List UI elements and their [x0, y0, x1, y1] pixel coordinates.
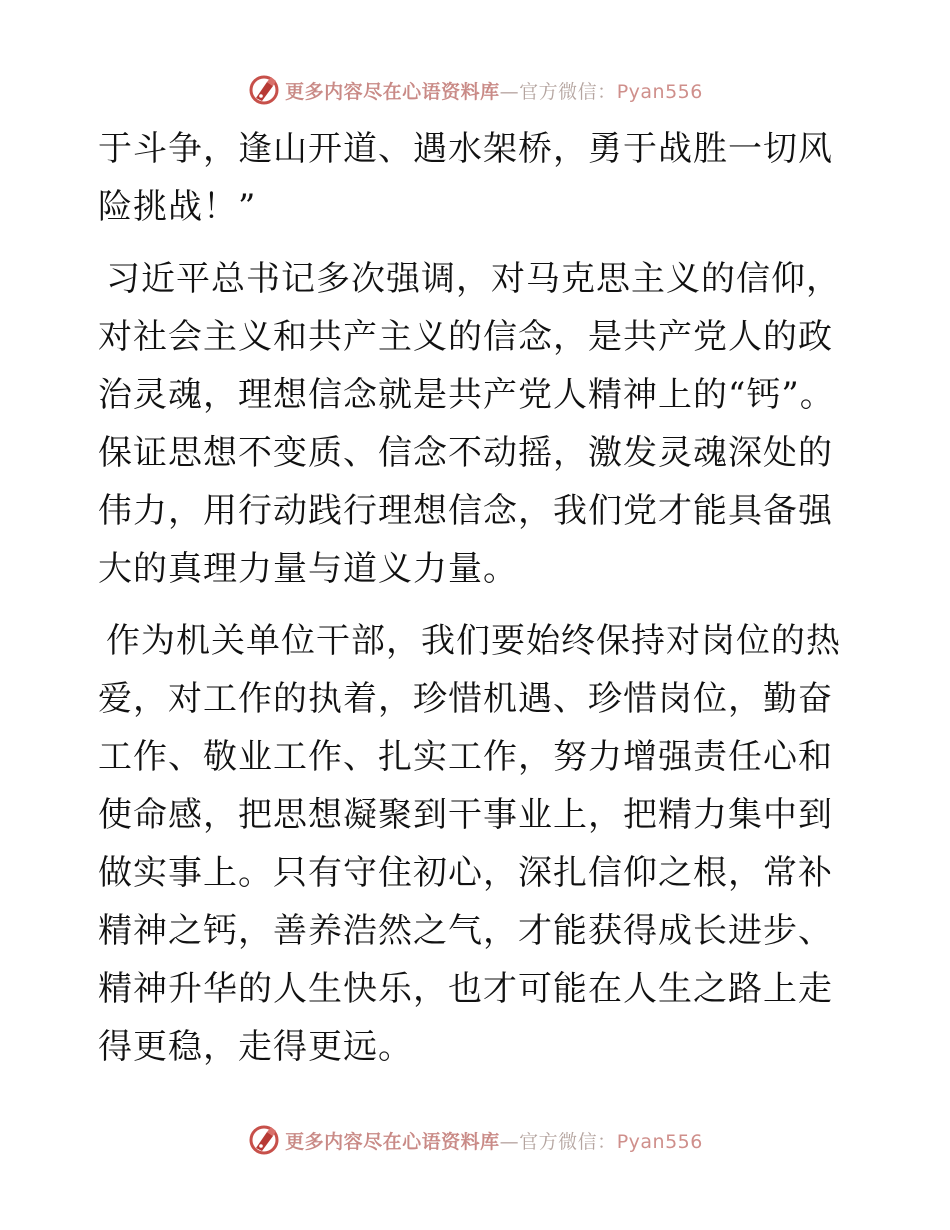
header-watermark	[0, 70, 950, 110]
watermark-brand: 更多内容尽在心语资料库	[285, 80, 500, 103]
watermark-wechat-id: Pyan556	[616, 80, 703, 103]
document-body	[98, 120, 858, 1076]
watermark-dash: —	[499, 80, 520, 103]
watermark-brand: 更多内容尽在心语资料库	[285, 1130, 500, 1153]
watermark-wechat-label: 官方微信：	[519, 1130, 617, 1153]
footer-watermark	[0, 1120, 950, 1160]
watermark-text	[285, 1127, 703, 1154]
watermark-wechat-label: 官方微信：	[519, 80, 617, 103]
paragraph: 习近平总书记多次强调，对马克思主义的信仰，对社会主义和共产主义的信念，是共产党人的政治灵魂，理想信念就是共产党人精神上的“钙”。保证思想不变质、信念不动摇，激发灵魂深处的伟力，用行动践行理想信念，我们党才能具备强大的真理力量与道义力量。	[98, 259, 841, 589]
paragraph-continuation: 于斗争，逢山开道、遇水架桥，勇于战胜一切风险挑战！”	[98, 129, 833, 227]
pen-nib-logo-icon	[247, 73, 281, 107]
watermark-dash: —	[499, 1130, 520, 1153]
pen-nib-logo-icon	[247, 1123, 281, 1157]
watermark-wechat-id: Pyan556	[616, 1130, 703, 1153]
watermark-text	[285, 77, 703, 104]
paragraph: 作为机关单位干部，我们要始终保持对岗位的热爱，对工作的执着，珍惜机遇、珍惜岗位，勤奋工作、敬业工作、扎实工作，努力增强责任心和使命感，把思想凝聚到干事业上，把精力集中到做实事上。只有守住初心，深扎信仰之根，常补精神之钙，善养浩然之气，才能获得成长进步、精神升华的人生快乐，也才可能在人生之路上走得更稳，走得更远。	[98, 621, 841, 1067]
